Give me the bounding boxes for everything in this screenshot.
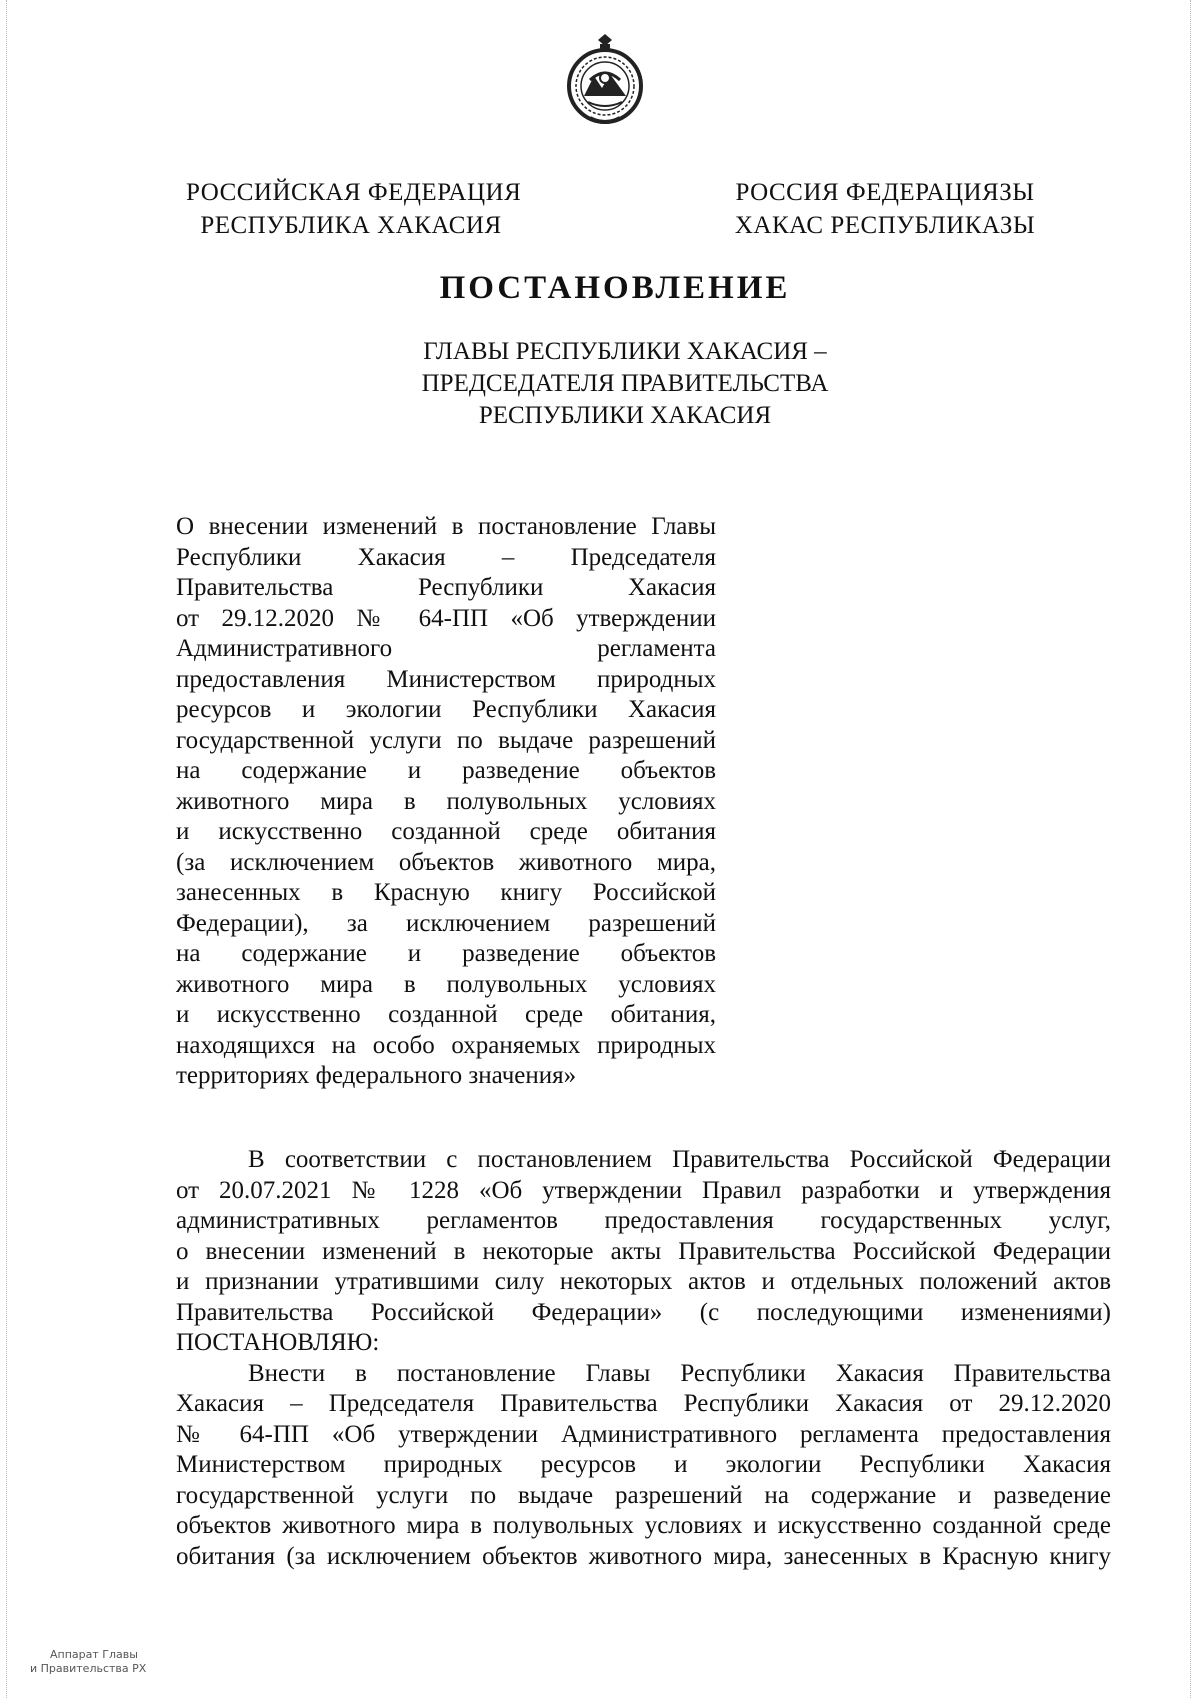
khakassia-coat-of-arms-icon [560, 30, 650, 130]
office-stamp [30, 1648, 146, 1676]
subject-line: занесенных в Красную книгу Российской [176, 879, 716, 906]
body-line: обитания (за исключением объектов животного мира, занесенных в Красную книгу [176, 1542, 1111, 1570]
scan-edge-left [6, 0, 13, 1698]
stamp-line-1: Аппарат Главы [50, 1648, 138, 1661]
issuer-line-3: РЕСПУБЛИКИ ХАКАСИЯ [478, 402, 772, 429]
body-text [176, 1145, 1111, 1572]
subject-line: и искусственно созданной среде обитания [176, 818, 716, 845]
body-line: Министерством природных ресурсов и экологии Республики Хакасия [176, 1451, 1111, 1478]
body-line: административных регламентов предоставления государственных услуг, [176, 1207, 1111, 1234]
subject-line: находящихся на особо охраняемых природных [176, 1031, 716, 1059]
header-right-line-1: РОССИЯ ФЕДЕРАЦИЯЗЫ [735, 179, 1035, 206]
body-line: В соответствии с постановлением Правительства Российской Федерации [248, 1146, 1111, 1173]
subject-line: О внесении изменений в постановление Главы [176, 513, 716, 540]
subject-line: ресурсов и экологии Республики Хакасия [176, 696, 716, 723]
body-line: объектов животного мира в полувольных условиях и искусственно созданной среде [176, 1512, 1111, 1539]
document-type-title: ПОСТАНОВЛЕНИЕ [439, 270, 791, 306]
subject-line: (за исключением объектов животного мира, [176, 848, 716, 876]
subject-line: государственной услуги по выдаче разрешений [176, 726, 716, 754]
stamp-line-2: и Правительства РХ [30, 1662, 147, 1675]
subject-line: и искусственно созданной среде обитания, [176, 1001, 716, 1028]
subject-line: Республики Хакасия – Председателя [176, 543, 716, 571]
header-right-line-2: ХАКАС РЕСПУБЛИКАЗЫ [734, 212, 1036, 239]
scan-edge-right [1190, 0, 1197, 1698]
body-line: Правительства Российской Федерации» (с последующими изменениями) [176, 1298, 1111, 1326]
body-line: № 64-ПП «Об утверждении Административного регламента предоставления [176, 1420, 1111, 1448]
subject-line: Правительства Республики Хакасия [176, 574, 716, 601]
subject-line: от 29.12.2020 № 64-ПП «Об утверждении [176, 604, 716, 632]
subject-line: на содержание и разведение объектов [176, 757, 716, 784]
header-russian-federation [186, 176, 522, 242]
body-line: о внесении изменений в некоторые акты Правительства Российской Федерации [176, 1237, 1111, 1265]
header-left-line-1: РОССИЙСКАЯ ФЕДЕРАЦИЯ [186, 179, 522, 206]
body-line: государственной услуги по выдаче разрешений на содержание и разведение [176, 1481, 1111, 1509]
subject-line: животного мира в полувольных условиях [176, 787, 716, 815]
issuer-block [0, 336, 1200, 432]
subject-line: предоставления Министерством природных [176, 665, 716, 693]
subject-line: на содержание и разведение объектов [176, 940, 716, 967]
body-line-decree: ПОСТАНОВЛЯЮ: [176, 1329, 380, 1356]
header-left-line-2: РЕСПУБЛИКА ХАКАСИЯ [200, 212, 502, 239]
issuer-line-2: ПРЕДСЕДАТЕЛЯ ПРАВИТЕЛЬСТВА [421, 370, 829, 397]
subject-block [176, 512, 716, 1092]
body-line: Внести в постановление Главы Республики Хакасия Правительства [248, 1359, 1111, 1387]
issuer-line-1: ГЛАВЫ РЕСПУБЛИКИ ХАКАСИЯ – [423, 338, 827, 365]
subject-line: территориях федерального значения» [176, 1062, 577, 1089]
body-line: и признании утратившими силу некоторых актов и отдельных положений актов [176, 1268, 1111, 1295]
subject-line: животного мира в полувольных условиях [176, 970, 716, 998]
subject-line: Административного регламента [176, 635, 716, 662]
body-line: Хакасия – Председателя Правительства Республики Хакасия от 29.12.2020 [176, 1390, 1111, 1417]
body-line: от 20.07.2021 № 1228 «Об утверждении Правил разработки и утверждения [176, 1176, 1111, 1204]
header-khakas-language [720, 176, 1050, 242]
subject-line: Федерации), за исключением разрешений [176, 909, 716, 937]
